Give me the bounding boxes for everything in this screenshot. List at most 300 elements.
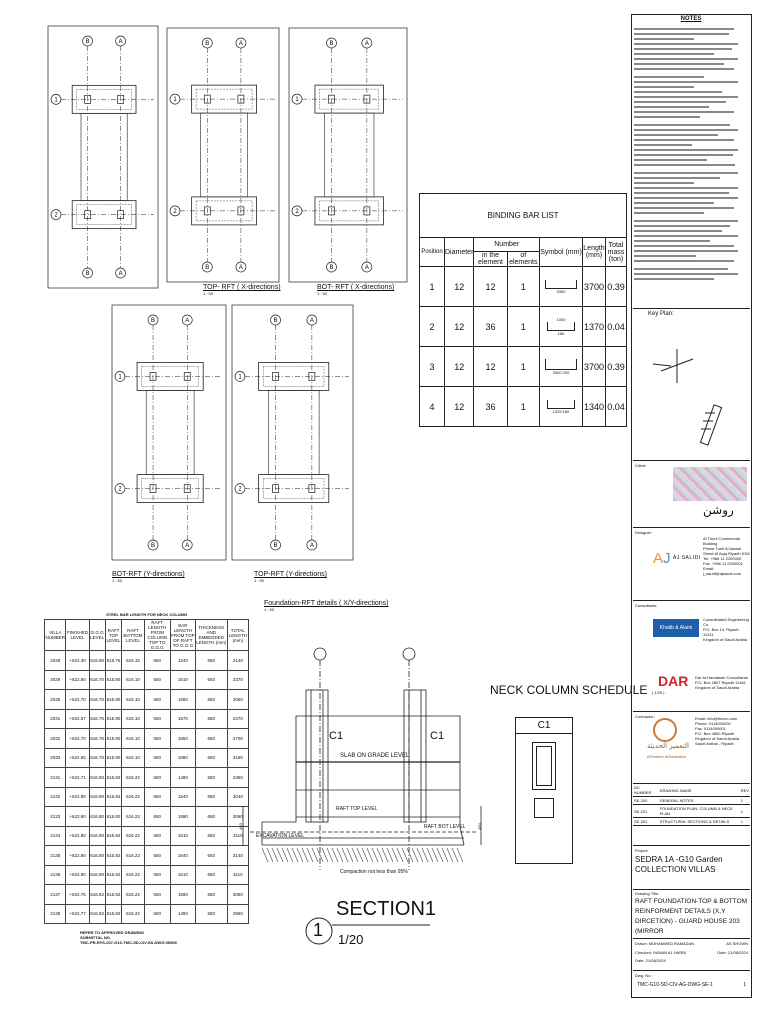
hatch-line — [367, 848, 373, 862]
grid-label: 1 — [173, 97, 177, 104]
hdr-number: Number — [474, 238, 540, 252]
schedule-cell: 650 — [144, 787, 170, 807]
drawing-list-cell: GENERAL NOTES — [659, 797, 740, 805]
grid-label: B — [205, 41, 210, 47]
schedule-cell: 650 — [195, 748, 227, 768]
note-line — [634, 149, 738, 151]
contractor-address — [695, 716, 739, 746]
schedule-cell: 1240 — [170, 651, 195, 671]
hatch-line — [302, 848, 308, 862]
note-line — [634, 255, 696, 257]
address-line: Al Tiruni Commercial Building — [703, 536, 740, 546]
schedule-cell: 616.80 — [89, 787, 105, 807]
hatch-line — [402, 848, 408, 862]
neck-column-schedule-title: NECK COLUMN SCHEDULE ( 1/25 ) — [490, 683, 665, 697]
schedule-cell: +622.80 — [66, 846, 89, 866]
hatch-line — [392, 848, 398, 862]
checked-by: Checked: HANAN AL HARBI — [635, 950, 686, 955]
hatch-line — [337, 848, 343, 862]
hatch-line — [272, 848, 278, 862]
note-line — [634, 154, 733, 156]
schedule-cell: 650 — [195, 709, 227, 729]
grid-label: B — [85, 271, 90, 277]
grid-label: 1 — [238, 374, 242, 381]
schedule-cell: 616.70 — [89, 748, 105, 768]
note-line — [634, 164, 735, 166]
bot-rft-x-label: BOT- RFT ( X-directions) 1 : 50 — [317, 284, 395, 296]
hdr-position: Position — [420, 238, 445, 267]
raft-bottom-label: RAFT BOT LEVEL — [424, 824, 466, 830]
note-line — [634, 58, 738, 60]
note-line — [634, 192, 729, 194]
grid-label: 1 — [295, 97, 299, 104]
neck-column-box — [515, 717, 573, 864]
address-line: Prince Turki Al Awwal — [703, 546, 741, 551]
schedule-cell: 1610 — [170, 865, 195, 885]
grid-label: 2 — [295, 208, 299, 215]
schedule-cell: 616.82 — [105, 846, 122, 866]
schedule-cell: +622.30 — [66, 651, 89, 671]
schedule-cell: 2029 — [45, 670, 66, 690]
key-plan-graphic — [633, 309, 750, 449]
project-name: SEDRA 1A -G10 Garden COLLECTION VILLAS — [635, 855, 723, 874]
contractor-block — [633, 711, 750, 782]
note-line — [634, 187, 738, 189]
designer-logo: AJ — [653, 550, 671, 567]
drawn-checked-block — [633, 938, 750, 969]
note-line — [634, 273, 738, 275]
schedule-cell: 615.80 — [105, 748, 122, 768]
dim-right: 450 — [476, 823, 482, 830]
top-rft-y-label: TOP-RFT (Y-directions) 1 : 50 — [254, 571, 327, 583]
grid-label: 1 — [118, 374, 122, 381]
schedule-cell: 1640 — [170, 846, 195, 866]
drawing-list-cell: 1 — [740, 805, 750, 818]
note-line — [634, 197, 738, 199]
bbl-row: 3 12 12 1 3300 200 3700 0.39 — [420, 347, 627, 387]
schedule-cell: 615.15 — [122, 651, 144, 671]
schedule-cell: 1510 — [170, 670, 195, 690]
schedule-cell: 616.22 — [122, 826, 144, 846]
notes-panel — [634, 16, 748, 283]
schedule-cell: 615.80 — [105, 670, 122, 690]
steel-schedule-title: STEEL BAR LENGTH FOR NECK COLUMN — [106, 612, 187, 617]
schedule-cell: 2131 — [45, 768, 66, 788]
project-block — [633, 845, 750, 886]
note-line — [634, 250, 738, 252]
hatch-line — [287, 848, 293, 862]
grid-label: A — [309, 543, 314, 549]
schedule-header-cell: BAR LENGTH FROM TOP OF RAFT TO G.G.G — [170, 620, 195, 651]
schedule-cell: 2136 — [45, 865, 66, 885]
schedule-header-cell: RAFT LENGTH FROM COLUMN TOP TO G.G.G — [144, 620, 170, 651]
note-line — [634, 225, 730, 227]
consultant-1-address — [703, 617, 750, 642]
schedule-cell: +622.76 — [66, 885, 89, 905]
note-line — [634, 134, 718, 136]
schedule-cell: +622.70 — [66, 729, 89, 749]
address-line: Email: — [703, 566, 715, 571]
note-line — [634, 220, 738, 222]
schedule-cell: 650 — [144, 768, 170, 788]
schedule-cell: 2031 — [45, 709, 66, 729]
schedule-cell: 3140 — [227, 846, 248, 866]
key-plan — [633, 308, 750, 459]
hatch-line — [447, 848, 453, 862]
schedule-cell: 616.82 — [89, 885, 105, 905]
drawing-number: TMC-G10-SD-CIV-AG-DWG-SE-1 — [637, 982, 713, 988]
address-line: Fax: 0114000001 — [695, 726, 726, 731]
drawing-list-cell: SE-301 — [633, 818, 659, 826]
address-line: Phone: 0114000000 — [695, 721, 731, 726]
schedule-cell: 616.22 — [122, 885, 144, 905]
schedule-cell: 615.10 — [122, 748, 144, 768]
address-line: j_saudi@ajsaudi.com — [703, 571, 742, 576]
schedule-cell: 650 — [144, 670, 170, 690]
date-value: Date: 21/08/2024 — [717, 950, 748, 955]
schedule-cell: 3110 — [227, 865, 248, 885]
hatch-line — [442, 848, 448, 862]
hatch-line — [382, 848, 388, 862]
note-line — [634, 235, 738, 237]
schedule-cell: 2140 — [227, 651, 248, 671]
schedule-cell: 616.82 — [89, 904, 105, 924]
schedule-header-cell: FINISHED LEVEL — [66, 620, 89, 651]
note-line — [634, 177, 720, 179]
drawing-list-cell: SE-200 — [633, 797, 659, 805]
bbl-row: 4 12 36 1 1025 160 1340 0.04 — [420, 387, 627, 427]
schedule-cell: 2030 — [45, 690, 66, 710]
drawing-list-header: DC NUMBER — [633, 784, 659, 797]
hatch-line — [372, 848, 378, 862]
grid-label: B — [151, 318, 156, 324]
schedule-cell: 2032 — [45, 729, 66, 749]
hdr-in-element: in the element — [474, 252, 507, 267]
hatch-line — [417, 848, 423, 862]
hatch-line — [422, 848, 428, 862]
schedule-cell: 650 — [144, 885, 170, 905]
note-line — [634, 182, 694, 184]
schedule-header-cell: RAFT BOTTOM LEVEL — [122, 620, 144, 651]
note-line — [634, 139, 734, 141]
grid-label: A — [364, 41, 369, 47]
note-line — [634, 111, 734, 113]
schedule-cell: 616.80 — [89, 768, 105, 788]
schedule-cell: 1590 — [170, 885, 195, 905]
note-line — [634, 116, 700, 118]
hatch-line — [352, 848, 358, 862]
grid-label: 2 — [54, 212, 58, 219]
schedule-cell: +622.71 — [66, 768, 89, 788]
bot-rft-y-label: BOT-RFT (Y-directions) 1 : 50 — [112, 571, 185, 583]
address-line: P.O. Box 4800 Riyadh — [695, 731, 735, 736]
drawing-list-cell: 1 — [740, 797, 750, 805]
schedule-cell: 2135 — [45, 846, 66, 866]
date-value-2: Date: 21/08/2024 — [635, 958, 666, 963]
schedule-cell: 616.22 — [122, 787, 144, 807]
dim-left: 450 — [237, 823, 243, 830]
address-line: Street Al Aqiq Riyadh KSA — [703, 551, 750, 556]
hatch-line — [332, 848, 338, 862]
schedule-header-cell: RAFT TOP LEVEL — [105, 620, 122, 651]
consultants-block — [633, 600, 750, 709]
schedule-cell: +622.70 — [66, 690, 89, 710]
hatch-line — [357, 848, 363, 862]
note-line — [634, 91, 722, 93]
grid-label: 2 — [173, 208, 177, 215]
hatch-line — [407, 848, 413, 862]
note-line — [634, 159, 707, 161]
hatch-line — [307, 848, 313, 862]
schedule-cell: +622.80 — [66, 826, 89, 846]
schedule-cell: 650 — [195, 807, 227, 827]
note-line — [634, 212, 704, 214]
grid-label: B — [329, 265, 334, 271]
schedule-cell: 615.80 — [89, 651, 105, 671]
grid-label: A — [238, 265, 243, 271]
schedule-cell: 650 — [144, 651, 170, 671]
hatch-line — [412, 848, 418, 862]
grid-label: B — [273, 318, 278, 324]
section-c1-left: C1 — [329, 730, 344, 742]
schedule-cell: 650 — [195, 787, 227, 807]
schedule-cell: 650 — [195, 846, 227, 866]
schedule-cell: 650 — [144, 729, 170, 749]
schedule-cell: 615.75 — [105, 651, 122, 671]
schedule-cell: 616.80 — [89, 846, 105, 866]
grid-label: A — [238, 41, 243, 47]
note-line — [634, 63, 724, 65]
hatch-line — [397, 848, 403, 862]
schedule-cell: 650 — [144, 904, 170, 924]
schedule-cell: 1590 — [170, 807, 195, 827]
bbl-row: 2 12 36 1 1000 185 1370 0.04 — [420, 307, 627, 347]
hatch-line — [342, 848, 348, 862]
drawing-list-row — [633, 805, 750, 818]
consultants-label: Consultants: — [635, 603, 658, 608]
schedule-cell: 616.70 — [89, 729, 105, 749]
section-number: 1 — [313, 920, 324, 940]
schedule-cell: 3110 — [227, 826, 248, 846]
hatch-line — [362, 848, 368, 862]
hatch-line — [282, 848, 288, 862]
raft-label: RAFT TOP LEVEL — [336, 806, 378, 812]
schedule-cell: 650 — [144, 807, 170, 827]
consultant-2-address — [695, 675, 748, 690]
note-line — [634, 101, 726, 103]
designer-name: AJ SALIDI — [673, 555, 701, 561]
schedule-cell: 1680 — [170, 748, 195, 768]
schedule-cell: 616.22 — [122, 807, 144, 827]
hatch-line — [277, 848, 283, 862]
schedule-cell: 2132 — [45, 787, 66, 807]
designer-address — [703, 536, 750, 576]
schedule-cell: 1450 — [170, 904, 195, 924]
schedule-cell: 1540 — [170, 787, 195, 807]
schedule-cell: 615.10 — [122, 670, 144, 690]
schedule-cell: 616.70 — [89, 709, 105, 729]
grid-label: A — [118, 39, 123, 45]
drawing-list-cell: FOUNDATION PLAN, COLUMN & NECK PLAN — [659, 805, 740, 818]
hdr-diameter: Diameter — [445, 238, 474, 267]
note-line — [634, 33, 729, 35]
address-line: Consolidated Engineering Co. — [703, 617, 749, 627]
schedule-cell: 2960 — [227, 904, 248, 924]
hdr-length: Length (mm) — [583, 238, 606, 267]
note-line — [634, 53, 714, 55]
schedule-cell: 1610 — [170, 826, 195, 846]
schedule-cell: 2137 — [45, 885, 66, 905]
top-rft-x-label: TOP- RFT ( X-directions) 1 : 50 — [203, 284, 281, 296]
schedule-cell: 2370 — [227, 709, 248, 729]
schedule-cell: 650 — [144, 846, 170, 866]
schedule-cell: 650 — [195, 904, 227, 924]
hatch-line — [262, 848, 268, 862]
neck-column-section-2 — [534, 798, 554, 818]
schedule-cell: 616.80 — [89, 826, 105, 846]
schedule-cell: 615.90 — [105, 709, 122, 729]
project-label: Project: — [635, 848, 649, 853]
address-line: Kingdom of Saudi Arabia — [695, 685, 740, 690]
schedule-cell: 1650 — [170, 729, 195, 749]
grid-label: B — [273, 543, 278, 549]
schedule-cell: 650 — [144, 826, 170, 846]
drawing-list-cell: 1 — [740, 818, 750, 826]
schedule-cell: 616.22 — [122, 768, 144, 788]
section-title: SECTION1 — [336, 898, 437, 920]
schedule-cell: 2134 — [45, 826, 66, 846]
hatch-line — [432, 848, 438, 862]
drawing-list-cell: SE-201 — [633, 805, 659, 818]
note-line — [634, 86, 694, 88]
bbl-row: 1 12 12 1 3300 3700 0.39 — [420, 267, 627, 307]
contractor-name: التعمير الحديثة — [647, 742, 689, 750]
schedule-cell: 650 — [195, 729, 227, 749]
hatch-line — [322, 848, 328, 862]
schedule-cell: 616.82 — [105, 787, 122, 807]
schedule-cell: 2360 — [227, 768, 248, 788]
schedule-cell: 3180 — [227, 748, 248, 768]
neck-column-label: C1 — [516, 718, 572, 734]
hatch-line — [437, 848, 443, 862]
schedule-footer-3: TMC-PR-RYS-207-G10-TMC-SD-CIV-SS-DWG-00008 — [80, 940, 177, 945]
note-line — [634, 278, 714, 280]
schedule-cell: 2138 — [45, 904, 66, 924]
hatch-line — [452, 848, 458, 862]
grid-label: A — [118, 271, 123, 277]
schedule-cell: +622.80 — [66, 787, 89, 807]
address-line: Email: info@thmco.com — [695, 716, 738, 721]
note-line — [634, 240, 710, 242]
schedule-cell: 616.80 — [89, 865, 105, 885]
grid-label: A — [185, 318, 190, 324]
schedule-cell: 616.82 — [105, 904, 122, 924]
schedule-cell: 650 — [195, 885, 227, 905]
schedule-cell: 2050 — [227, 690, 248, 710]
hatch-line — [327, 848, 333, 862]
schedule-cell: +622.80 — [66, 807, 89, 827]
schedule-cell: 616.22 — [122, 904, 144, 924]
consultant-2-logo: DAR — [658, 673, 689, 689]
consultant-1-logo: Khatib & Alami — [653, 619, 699, 637]
hatch-line — [292, 848, 298, 862]
schedule-footer-1: REFER TO APPROVED DRAWING — [80, 930, 145, 935]
drawing-title-block — [633, 889, 750, 936]
schedule-cell: 650 — [195, 651, 227, 671]
schedule-cell: 650 — [144, 690, 170, 710]
grid-label: B — [85, 39, 90, 45]
drawing-list — [633, 783, 750, 824]
note-line — [634, 172, 738, 174]
schedule-cell: 616.22 — [122, 846, 144, 866]
schedule-cell: 650 — [195, 826, 227, 846]
grid-label: 2 — [118, 486, 122, 493]
schedule-cell: 2133 — [45, 807, 66, 827]
schedule-header-cell: TOTAL LENGTH (mm) — [227, 620, 248, 651]
revision: 1 — [743, 982, 746, 988]
hdr-symbol: Symbol (mm) — [540, 238, 583, 267]
hatch-line — [267, 848, 273, 862]
drawing-title-label: Drawing Title: — [635, 891, 660, 896]
schedule-cell: 616.70 — [89, 690, 105, 710]
address-line: Kingdom of Saudi Arabia — [695, 736, 740, 741]
note-line — [634, 230, 722, 232]
address-line: Fax: +966 11 2200001 — [703, 561, 743, 566]
drawing-list-header: DRAWING NAME — [659, 784, 740, 797]
hdr-mass: Total mass (ton) — [606, 238, 627, 267]
schedule-cell: 3060 — [227, 807, 248, 827]
schedule-footer-2: SUBMITTAL NO. — [80, 935, 111, 940]
schedule-header-cell: VILLA NUMBER — [45, 620, 66, 651]
schedule-cell: 616.70 — [89, 670, 105, 690]
schedule-cell: 650 — [144, 709, 170, 729]
address-line: Kingdom of Saudi Arabia — [703, 637, 748, 642]
hatch-line — [387, 848, 393, 862]
drawing-title: RAFT FOUNDATION-TOP & BOTTOM REINFORMENT DETAILS (X,Y DIRCETION) - GUARD HOUSE 203 (MIRROR — [635, 898, 748, 935]
note-line — [634, 268, 728, 270]
designer-block — [633, 527, 750, 600]
hatch-line — [347, 848, 353, 862]
notes-text — [634, 28, 748, 280]
section-c1-right: C1 — [430, 730, 445, 742]
drawing-list-row — [633, 797, 750, 805]
schedule-cell: 616.22 — [122, 865, 144, 885]
schedule-cell: 616.82 — [105, 768, 122, 788]
compaction-note: Compaction not less than 95% — [340, 869, 408, 875]
schedule-cell: 2028 — [45, 651, 66, 671]
note-line — [634, 96, 738, 98]
hdr-of-elements: of elements — [509, 252, 538, 266]
drawn-by: Drawn: MOHAMMED RAMADAN — [635, 941, 695, 946]
address-line: Dar Al-Handasah Consultants — [695, 675, 748, 680]
note-line — [634, 129, 738, 131]
schedule-cell: 650 — [195, 865, 227, 885]
schedule-cell: 615.80 — [105, 729, 122, 749]
hatch-line — [297, 848, 303, 862]
key-plan-title: Key Plan: — [648, 311, 674, 317]
grid-label: B — [329, 41, 334, 47]
schedule-cell: 1480 — [170, 768, 195, 788]
neck-column-section — [532, 742, 556, 790]
address-line: P.O. Box 2807 Riyadh 11461 — [695, 680, 746, 685]
note-line — [634, 124, 730, 126]
schedule-cell: 2370 — [227, 670, 248, 690]
client-block — [633, 460, 750, 527]
client-label: Client: — [635, 463, 647, 468]
grid-label: B — [205, 265, 210, 271]
schedule-cell: 616.82 — [105, 826, 122, 846]
schedule-cell: 616.82 — [105, 807, 122, 827]
